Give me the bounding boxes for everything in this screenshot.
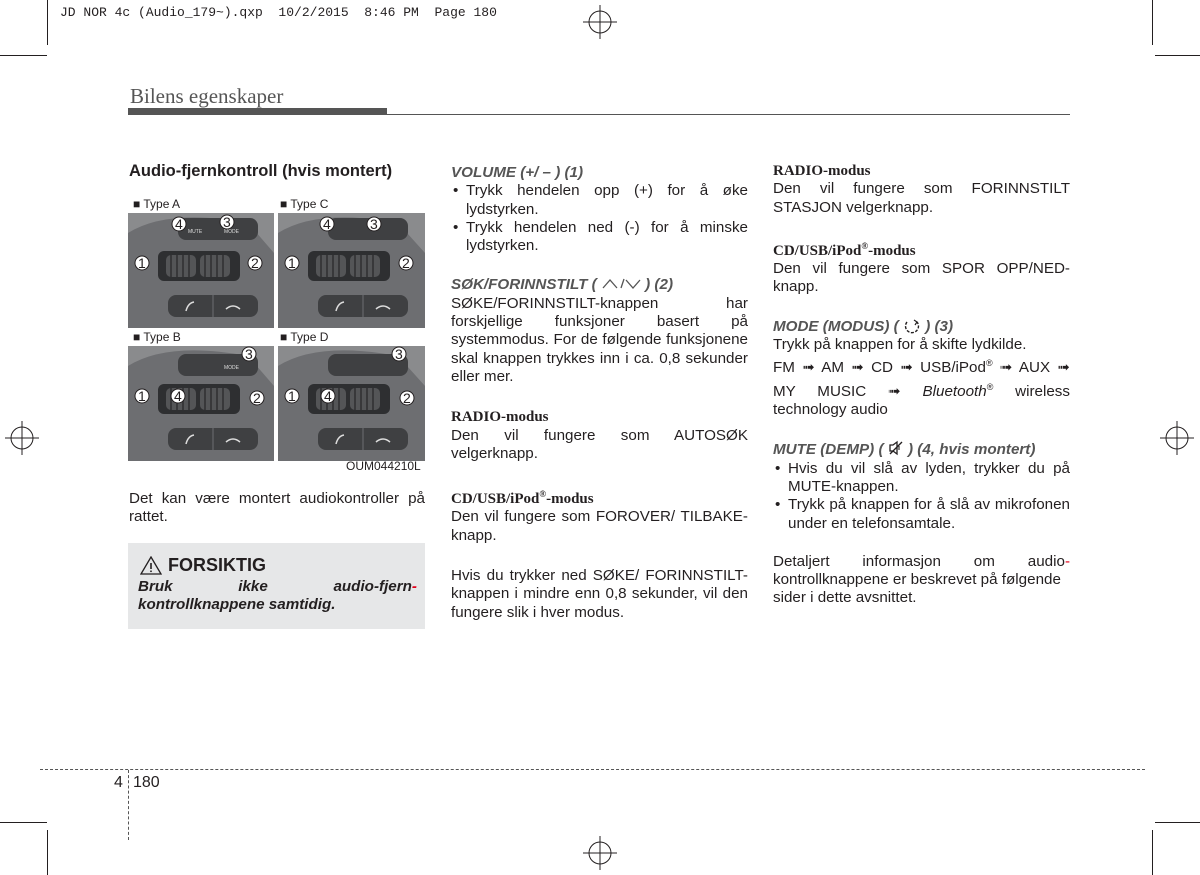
steering-panel-type-a [128, 213, 274, 328]
volume-list [451, 182, 748, 255]
left-column [129, 162, 425, 180]
right-column [773, 162, 1070, 608]
radio-mode-heading: RADIO-modus [451, 409, 549, 426]
list-item: • Trykk på knappen for å slå av mikrofonen under en telefonsamtale. [773, 496, 1070, 533]
steering-controls-figure [128, 196, 425, 475]
mute-label: MUTE [188, 229, 203, 235]
registration-mark-right [1160, 421, 1194, 455]
callout-4: 4 [324, 388, 332, 404]
header-rule-thin [387, 114, 1070, 115]
radio-mode-heading: RADIO-modus [773, 163, 871, 179]
detail-text: Detaljert informasjon om audio- kontrollknappene er beskrevet på følgende sider i dette avsnittet. [773, 552, 1070, 607]
list-item: • Hvis du vil slå av lyden, trykker du på MUTE-knappen. [773, 460, 1070, 497]
section-title: Audio-fjernkontroll (hvis montert) [129, 162, 393, 180]
seek-up-down-icon [601, 276, 641, 290]
panel-label-type-a: ■ Type A [133, 197, 181, 211]
callout-2: 2 [253, 390, 261, 406]
cd-mode-text: Den vil fungere som FOROVER/ TILBAKE-knapp. [451, 508, 748, 544]
mode-sequence: FM ➟ AM ➟ CD ➟ USB/iPod® ➟ AUX ➟ MY MUSIC ➟ Bluetooth® wireless technology audio [773, 358, 1070, 419]
page-header-title: Bilens egenskaper [130, 84, 284, 108]
registration-mark-left [5, 421, 39, 455]
warning-triangle-icon [140, 556, 162, 575]
callout-2: 2 [251, 255, 259, 271]
intro-paragraph: Det kan være montert audiokontroller på rattet. [129, 490, 425, 526]
mute-heading: MUTE (DEMP) ( ) (4, hvis montert) [773, 441, 1036, 459]
mode-label: MODE [224, 229, 239, 235]
footer-divider [128, 770, 129, 840]
caution-word-1: Bruk [138, 578, 173, 595]
callout-1: 1 [288, 255, 296, 271]
radio-mode-text: Den vil fungere som AUTOSØK velgerknapp. [451, 426, 748, 462]
mode-text: Trykk på knappen for å skifte lydkilde. [773, 336, 1027, 354]
callout-3: 3 [395, 346, 403, 362]
chapter-number: 4 [114, 774, 123, 791]
speaker-mute-icon [888, 440, 904, 456]
caution-hyphen: - [411, 578, 417, 595]
volume-heading: VOLUME (+/ – ) (1) [451, 164, 584, 181]
list-item: • Trykk hendelen opp (+) for å øke lydstyrken. [451, 182, 748, 219]
header-rule [128, 108, 387, 115]
callout-3: 3 [223, 214, 231, 230]
panel-label-type-b: ■ Type B [133, 330, 181, 344]
callout-2: 2 [403, 390, 411, 406]
seek-heading: SØK/FORINNSTILT ( ) (2) [451, 276, 673, 294]
callout-4: 4 [323, 216, 331, 232]
footer-rule [40, 769, 1145, 770]
radio-mode-text: Den vil fungere som FORINNSTILT STASJON velgerknapp. [773, 180, 1070, 216]
cd-mode-text: Den vil fungere som SPOR OPP/NED-knapp. [773, 260, 1070, 296]
list-item: • Trykk hendelen ned (-) for å minske lydstyrken. [451, 219, 748, 256]
caution-box [128, 543, 425, 629]
seek-text: SØKE/FORINNSTILT-knappen har forskjellige funksjoner basert på systemmodus. For de følgende funksjonene skal knappen trykkes inn i ca. 0,8 sekunder eller mer. [451, 294, 748, 385]
caution-text [138, 578, 417, 614]
callout-4: 4 [174, 388, 182, 404]
mode-heading: MODE (MODUS) ( ) (3) [773, 317, 954, 335]
cd-mode-heading: CD/USB/iPod®-modus [773, 240, 916, 259]
caution-line-2: kontrollknappene samtidig. [138, 596, 336, 613]
middle-column [451, 164, 748, 622]
caution-word-2: ikke [238, 578, 268, 595]
mute-list [773, 460, 1070, 533]
callout-1: 1 [288, 388, 296, 404]
callout-3: 3 [370, 216, 378, 232]
caution-heading [140, 555, 266, 576]
panel-label-type-c: ■ Type C [280, 197, 329, 211]
callout-2: 2 [402, 255, 410, 271]
steering-panel-type-c [278, 213, 425, 328]
panel-label-type-d: ■ Type D [280, 330, 329, 344]
print-slug: JD NOR 4c (Audio_179~).qxp 10/2/2015 8:46 PM Page 180 [60, 5, 497, 20]
registration-mark-top [583, 5, 617, 39]
caution-title: FORSIKTIG [168, 555, 266, 575]
registration-mark-bottom [583, 836, 617, 870]
callout-4: 4 [175, 216, 183, 232]
steering-panel-type-b [128, 346, 274, 461]
callout-3: 3 [245, 346, 253, 362]
cd-mode-heading: CD/USB/iPod®-modus [451, 489, 594, 508]
steering-panel-type-d [278, 346, 425, 461]
mode-label: MODE [224, 365, 239, 371]
callout-1: 1 [138, 388, 146, 404]
figure-code: OUM044210L [346, 459, 421, 473]
page-number: 180 [133, 774, 160, 791]
mode-rotate-icon [903, 318, 921, 334]
callout-1: 1 [138, 255, 146, 271]
caution-word-3: audio-fjern [333, 578, 412, 595]
hold-text: Hvis du trykker ned SØKE/ FORINNSTILT- knappen i mindre enn 0,8 sekunder, vil den fungere slik i hver modus. [451, 567, 748, 621]
